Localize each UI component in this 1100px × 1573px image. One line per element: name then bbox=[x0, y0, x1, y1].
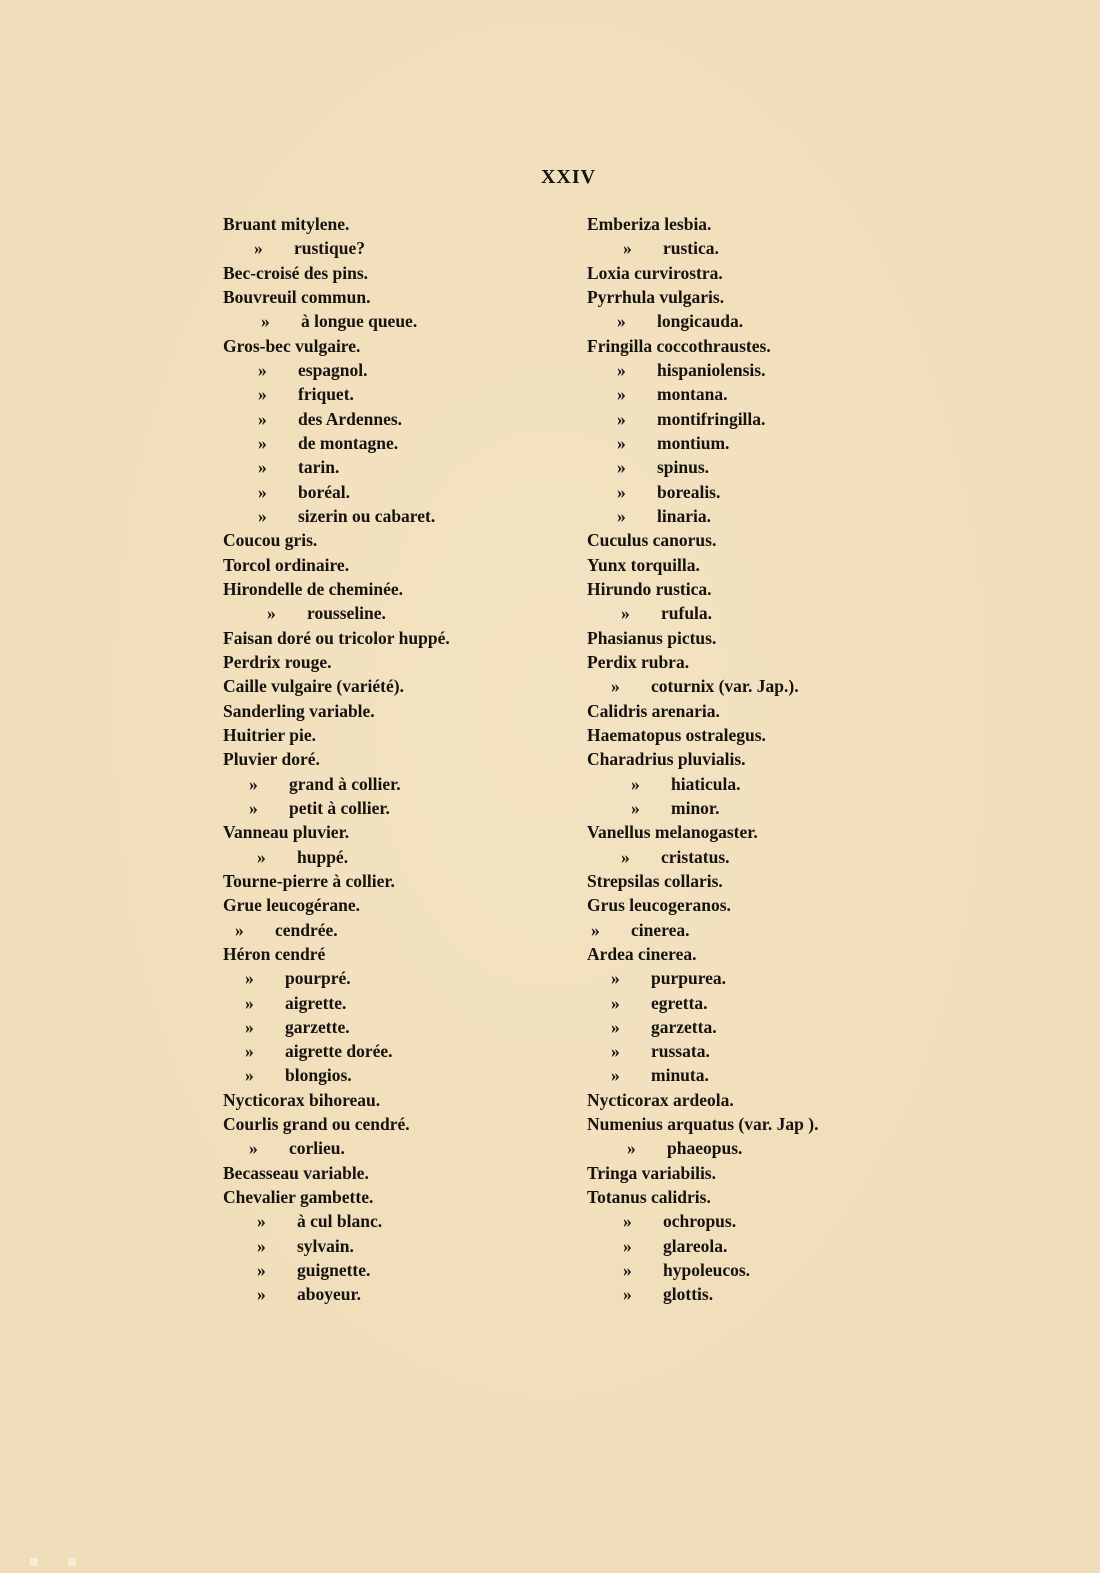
ditto-mark: » bbox=[627, 1138, 636, 1159]
latin-name-row bbox=[587, 1063, 907, 1087]
french-name-row bbox=[223, 1282, 573, 1306]
ditto-mark: » bbox=[257, 846, 266, 867]
french-name-row bbox=[223, 893, 573, 917]
ditto-mark: » bbox=[611, 1041, 620, 1062]
entry-text: Bruant mitylene. bbox=[223, 214, 350, 234]
entry-text: Caille vulgaire (variété). bbox=[223, 676, 404, 697]
entry-text: coturnix (var. Jap.). bbox=[651, 676, 799, 697]
entry-text: ochropus. bbox=[663, 1211, 737, 1232]
latin-name-row bbox=[587, 991, 907, 1015]
latin-name-row bbox=[587, 723, 907, 747]
latin-name-row bbox=[587, 772, 907, 796]
ditto-mark: » bbox=[617, 359, 626, 380]
ditto-mark: » bbox=[245, 1041, 254, 1062]
entry-text: Pluvier doré. bbox=[223, 749, 320, 770]
french-name-row bbox=[223, 747, 573, 771]
ditto-mark: » bbox=[611, 1065, 620, 1086]
french-name-row bbox=[223, 285, 573, 309]
latin-name-row bbox=[587, 601, 907, 625]
ditto-mark: » bbox=[261, 311, 270, 332]
french-name-row bbox=[223, 553, 573, 577]
entry-text: Yunx torquilla. bbox=[587, 554, 700, 575]
latin-names-column bbox=[587, 212, 907, 1307]
french-name-row bbox=[223, 699, 573, 723]
entry-text: sylvain. bbox=[297, 1235, 354, 1256]
french-name-row bbox=[223, 455, 573, 479]
french-name-row bbox=[223, 1209, 573, 1233]
entry-text: hiaticula. bbox=[671, 773, 741, 794]
ditto-mark: » bbox=[258, 432, 267, 453]
french-name-row bbox=[223, 1112, 573, 1136]
entry-text: borealis. bbox=[657, 481, 721, 502]
french-name-row bbox=[223, 626, 573, 650]
french-names-column bbox=[223, 212, 573, 1307]
french-name-row bbox=[223, 1015, 573, 1039]
french-name-row bbox=[223, 869, 573, 893]
entry-text: Gros-bec vulgaire. bbox=[223, 335, 361, 356]
ditto-mark: » bbox=[631, 773, 640, 794]
ditto-mark: » bbox=[254, 238, 263, 259]
ditto-mark: » bbox=[617, 384, 626, 405]
ditto-mark: » bbox=[623, 1211, 632, 1232]
entry-text: Phasianus pictus. bbox=[587, 627, 717, 648]
entry-text: Strepsilas collaris. bbox=[587, 870, 723, 891]
entry-text: minor. bbox=[671, 797, 720, 818]
entry-text: Emberiza lesbia. bbox=[587, 214, 712, 234]
latin-name-row bbox=[587, 674, 907, 698]
latin-name-row bbox=[587, 747, 907, 771]
entry-text: russata. bbox=[651, 1041, 710, 1062]
entry-text: Torcol ordinaire. bbox=[223, 554, 350, 575]
ditto-mark: » bbox=[258, 384, 267, 405]
latin-name-row bbox=[587, 699, 907, 723]
entry-text: Courlis grand ou cendré. bbox=[223, 1114, 410, 1135]
french-name-row bbox=[223, 820, 573, 844]
entry-text: de montagne. bbox=[298, 432, 399, 453]
ditto-mark: » bbox=[623, 1260, 632, 1281]
entry-text: hypoleucos. bbox=[663, 1260, 751, 1281]
french-name-row bbox=[223, 309, 573, 333]
latin-name-row bbox=[587, 504, 907, 528]
entry-text: aboyeur. bbox=[297, 1284, 362, 1305]
entry-text: hispaniolensis. bbox=[657, 359, 766, 380]
latin-name-row bbox=[587, 236, 907, 260]
ditto-mark: » bbox=[245, 968, 254, 989]
french-name-row bbox=[223, 796, 573, 820]
entry-text: espagnol. bbox=[298, 359, 368, 380]
french-name-row bbox=[223, 845, 573, 869]
entry-text: Charadrius pluvialis. bbox=[587, 749, 746, 770]
ditto-mark: » bbox=[623, 1284, 632, 1305]
latin-name-row bbox=[587, 212, 907, 236]
french-name-row bbox=[223, 577, 573, 601]
ditto-mark: » bbox=[258, 481, 267, 502]
entry-text: Huitrier pie. bbox=[223, 724, 316, 745]
entry-text: à longue queue. bbox=[301, 311, 418, 332]
page-number: XXIV bbox=[540, 166, 597, 188]
ditto-mark: » bbox=[631, 797, 640, 818]
entry-text: rustica. bbox=[663, 238, 719, 259]
entry-text: Cuculus canorus. bbox=[587, 530, 717, 551]
french-name-row bbox=[223, 674, 573, 698]
entry-text: tarin. bbox=[298, 457, 340, 478]
entry-text: Hirondelle de cheminée. bbox=[223, 578, 403, 599]
entry-text: Ardea cinerea. bbox=[587, 943, 697, 964]
french-name-row bbox=[223, 334, 573, 358]
french-name-row bbox=[223, 650, 573, 674]
entry-text: à cul blanc. bbox=[297, 1211, 383, 1232]
latin-name-row bbox=[587, 796, 907, 820]
ditto-mark: » bbox=[621, 846, 630, 867]
latin-name-row bbox=[587, 285, 907, 309]
ditto-mark: » bbox=[257, 1284, 266, 1305]
latin-name-row bbox=[587, 1088, 907, 1112]
ditto-mark: » bbox=[267, 603, 276, 624]
entry-text: spinus. bbox=[657, 457, 710, 478]
entry-text: rufula. bbox=[661, 603, 713, 624]
french-name-row bbox=[223, 1161, 573, 1185]
ditto-mark: » bbox=[623, 1235, 632, 1256]
entry-text: Fringilla coccothraustes. bbox=[587, 335, 771, 356]
ditto-mark: » bbox=[611, 676, 620, 697]
latin-name-row bbox=[587, 455, 907, 479]
ditto-mark: » bbox=[617, 408, 626, 429]
entry-text: purpurea. bbox=[651, 968, 727, 989]
scan-artifacts bbox=[30, 1553, 106, 1571]
ditto-mark: » bbox=[258, 408, 267, 429]
entry-text: Nycticorax bihoreau. bbox=[223, 1089, 381, 1110]
entry-text: Faisan doré ou tricolor huppé. bbox=[223, 627, 450, 648]
entry-text: cristatus. bbox=[661, 846, 730, 867]
french-name-row bbox=[223, 1258, 573, 1282]
french-name-row bbox=[223, 504, 573, 528]
entry-text: sizerin ou cabaret. bbox=[298, 505, 436, 526]
latin-name-row bbox=[587, 1282, 907, 1306]
entry-text: garzette. bbox=[285, 1016, 350, 1037]
french-name-row bbox=[223, 918, 573, 942]
latin-name-row bbox=[587, 334, 907, 358]
ditto-mark: » bbox=[617, 432, 626, 453]
latin-name-row bbox=[587, 431, 907, 455]
latin-name-row bbox=[587, 893, 907, 917]
latin-name-row bbox=[587, 358, 907, 382]
french-name-row bbox=[223, 1234, 573, 1258]
ditto-mark: » bbox=[258, 505, 267, 526]
french-name-row bbox=[223, 1088, 573, 1112]
latin-name-row bbox=[587, 869, 907, 893]
french-name-row bbox=[223, 1185, 573, 1209]
ditto-mark: » bbox=[617, 311, 626, 332]
entry-text: Calidris arenaria. bbox=[587, 700, 720, 721]
entry-text: petit à collier. bbox=[289, 797, 390, 818]
ditto-mark: » bbox=[591, 919, 600, 940]
latin-name-row bbox=[587, 528, 907, 552]
ditto-mark: » bbox=[617, 505, 626, 526]
french-name-row bbox=[223, 723, 573, 747]
french-name-row bbox=[223, 358, 573, 382]
french-name-row bbox=[223, 261, 573, 285]
entry-text: Haematopus ostralegus. bbox=[587, 724, 766, 745]
french-name-row bbox=[223, 431, 573, 455]
ditto-mark: » bbox=[235, 919, 244, 940]
entry-text: montana. bbox=[657, 384, 728, 405]
latin-name-row bbox=[587, 820, 907, 844]
ditto-mark: » bbox=[257, 1235, 266, 1256]
entry-text: des Ardennes. bbox=[298, 408, 403, 429]
entry-text: Pyrrhula vulgaris. bbox=[587, 286, 725, 307]
entry-text: Loxia curvirostra. bbox=[587, 262, 723, 283]
entry-text: cinerea. bbox=[631, 919, 690, 940]
entry-text: egretta. bbox=[651, 992, 708, 1013]
entry-text: Perdrix rouge. bbox=[223, 651, 332, 672]
ditto-mark: » bbox=[257, 1260, 266, 1281]
french-name-row bbox=[223, 1136, 573, 1160]
entry-text: garzetta. bbox=[651, 1016, 717, 1037]
entry-text: phaeopus. bbox=[667, 1138, 743, 1159]
entry-text: blongios. bbox=[285, 1065, 352, 1086]
entry-text: Perdix rubra. bbox=[587, 651, 690, 672]
latin-name-row bbox=[587, 1039, 907, 1063]
entry-text: friquet. bbox=[298, 384, 354, 405]
entry-text: grand à collier. bbox=[289, 773, 401, 794]
entry-text: boréal. bbox=[298, 481, 351, 502]
ditto-mark: » bbox=[257, 1211, 266, 1232]
entry-text: rousseline. bbox=[307, 603, 386, 624]
entry-text: guignette. bbox=[297, 1260, 371, 1281]
entry-text: Grue leucogérane. bbox=[223, 895, 361, 916]
entry-text: longicauda. bbox=[657, 311, 744, 332]
ditto-mark: » bbox=[258, 457, 267, 478]
latin-name-row bbox=[587, 261, 907, 285]
french-name-row bbox=[223, 236, 573, 260]
ditto-mark: » bbox=[611, 968, 620, 989]
entry-text: Héron cendré bbox=[223, 943, 326, 964]
ditto-mark: » bbox=[611, 992, 620, 1013]
ditto-mark: » bbox=[249, 797, 258, 818]
french-name-row bbox=[223, 966, 573, 990]
entry-text: pourpré. bbox=[285, 968, 351, 989]
latin-name-row bbox=[587, 407, 907, 431]
latin-name-row bbox=[587, 626, 907, 650]
french-name-row bbox=[223, 528, 573, 552]
french-name-row bbox=[223, 1063, 573, 1087]
latin-name-row bbox=[587, 845, 907, 869]
entry-text: glottis. bbox=[663, 1284, 714, 1305]
entry-text: montium. bbox=[657, 432, 730, 453]
latin-name-row bbox=[587, 942, 907, 966]
french-name-row bbox=[223, 212, 573, 236]
french-name-row bbox=[223, 942, 573, 966]
entry-text: corlieu. bbox=[289, 1138, 345, 1159]
french-name-row bbox=[223, 772, 573, 796]
entry-text: Totanus calidris. bbox=[587, 1187, 711, 1208]
ditto-mark: » bbox=[621, 603, 630, 624]
ditto-mark: » bbox=[623, 238, 632, 259]
entry-text: Numenius arquatus (var. Jap ). bbox=[587, 1114, 819, 1135]
entry-text: aigrette. bbox=[285, 992, 347, 1013]
entry-text: Bec-croisé des pins. bbox=[223, 262, 369, 283]
latin-name-row bbox=[587, 1234, 907, 1258]
latin-name-row bbox=[587, 1209, 907, 1233]
latin-name-row bbox=[587, 1258, 907, 1282]
entry-text: Hirundo rustica. bbox=[587, 578, 712, 599]
latin-name-row bbox=[587, 966, 907, 990]
ditto-mark: » bbox=[611, 1016, 620, 1037]
french-name-row bbox=[223, 991, 573, 1015]
french-name-row bbox=[223, 480, 573, 504]
ditto-mark: » bbox=[245, 992, 254, 1013]
latin-name-row bbox=[587, 382, 907, 406]
entry-text: minuta. bbox=[651, 1065, 709, 1086]
entry-text: linaria. bbox=[657, 505, 711, 526]
entry-text: rustique? bbox=[294, 238, 365, 259]
entry-text: Coucou gris. bbox=[223, 530, 318, 551]
entry-text: Sanderling variable. bbox=[223, 700, 375, 721]
ditto-mark: » bbox=[249, 773, 258, 794]
latin-name-row bbox=[587, 309, 907, 333]
entry-text: Bouvreuil commun. bbox=[223, 286, 371, 307]
latin-name-row bbox=[587, 1161, 907, 1185]
french-name-row bbox=[223, 601, 573, 625]
latin-name-row bbox=[587, 1136, 907, 1160]
entry-text: Grus leucogeranos. bbox=[587, 895, 731, 916]
ditto-mark: » bbox=[258, 359, 267, 380]
latin-name-row bbox=[587, 1185, 907, 1209]
entry-text: Vanellus melanogaster. bbox=[587, 822, 758, 843]
ditto-mark: » bbox=[249, 1138, 258, 1159]
entry-text: Nycticorax ardeola. bbox=[587, 1089, 734, 1110]
latin-name-row bbox=[587, 918, 907, 942]
entry-text: Tourne-pierre à collier. bbox=[223, 870, 395, 891]
entry-text: Vanneau pluvier. bbox=[223, 822, 350, 843]
entry-text: Chevalier gambette. bbox=[223, 1187, 374, 1208]
ditto-mark: » bbox=[617, 481, 626, 502]
latin-name-row bbox=[587, 1112, 907, 1136]
entry-text: Tringa variabilis. bbox=[587, 1162, 716, 1183]
entry-text: aigrette dorée. bbox=[285, 1041, 393, 1062]
entry-text: Becasseau variable. bbox=[223, 1162, 369, 1183]
latin-name-row bbox=[587, 553, 907, 577]
latin-name-row bbox=[587, 1015, 907, 1039]
ditto-mark: » bbox=[617, 457, 626, 478]
french-name-row bbox=[223, 407, 573, 431]
french-name-row bbox=[223, 1039, 573, 1063]
latin-name-row bbox=[587, 577, 907, 601]
ditto-mark: » bbox=[245, 1016, 254, 1037]
ditto-mark: » bbox=[245, 1065, 254, 1086]
entry-text: montifringilla. bbox=[657, 408, 766, 429]
latin-name-row bbox=[587, 480, 907, 504]
french-name-row bbox=[223, 382, 573, 406]
entry-text: cendrée. bbox=[275, 919, 338, 940]
latin-name-row bbox=[587, 650, 907, 674]
entry-text: glareola. bbox=[663, 1235, 728, 1256]
entry-text: huppé. bbox=[297, 846, 349, 867]
